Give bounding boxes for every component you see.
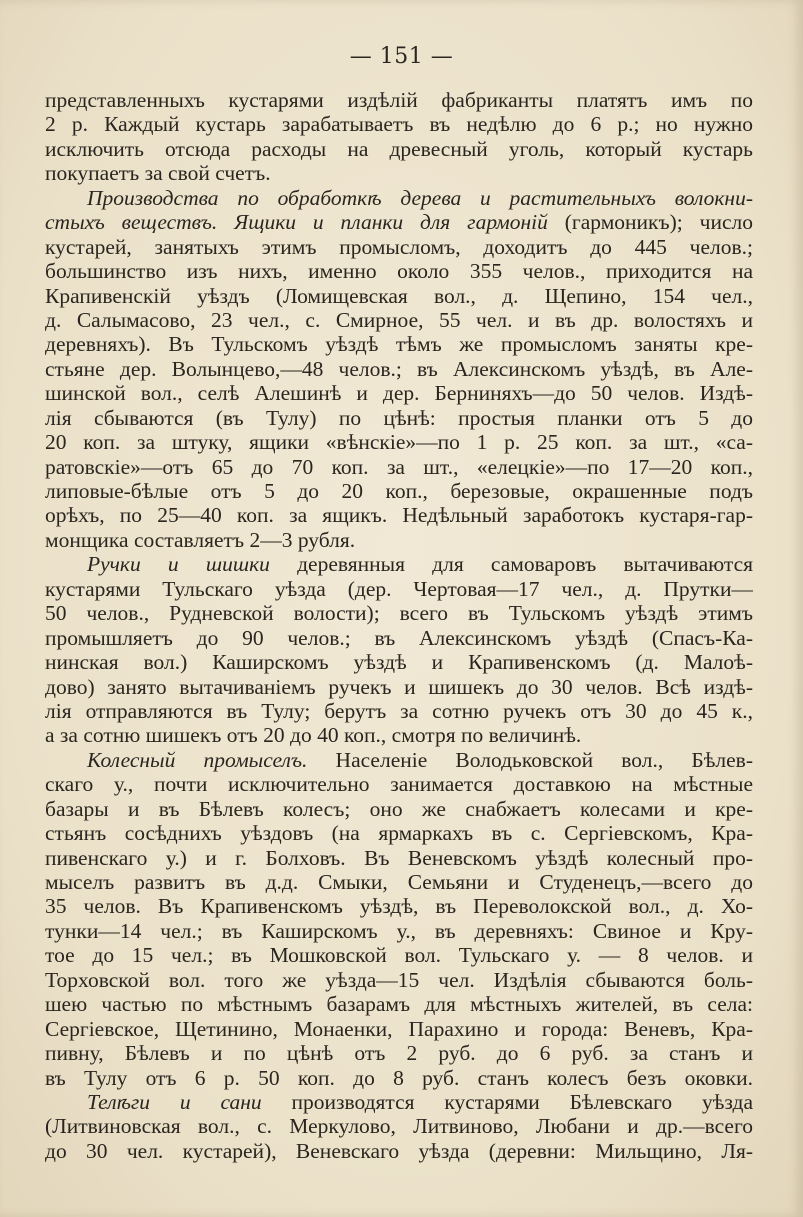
line-text: 35 челов. Въ Крапивенскомъ уѣздѣ, въ Переволокской вол., д. Хо- xyxy=(45,894,753,919)
text-line xyxy=(45,992,753,1016)
line-text: Крапивенскій уѣздъ (Ломищевская вол., д. Щепино, 154 чел., xyxy=(45,283,753,308)
text-line xyxy=(45,772,753,796)
text-line xyxy=(45,1017,753,1041)
text-line xyxy=(45,1041,753,1065)
text-line xyxy=(45,406,753,430)
line-text: скаго у., почти исключительно занимается доставкою на мѣстные xyxy=(45,772,753,797)
line-text: ратовскіе»—отъ 65 до 70 коп. за шт., «елецкіе»—по 17—20 коп., xyxy=(45,454,753,479)
line-text: покупаетъ за свой счетъ. xyxy=(45,161,271,186)
text-line xyxy=(45,650,753,674)
line-text: 20 коп. за штуку, ящики «вѣнскіе»—по 1 р. 25 коп. за шт., «са- xyxy=(45,430,753,455)
line-text: тое до 15 чел.; въ Мошковской вол. Тульскаго у. — 8 челов. и xyxy=(45,943,753,968)
page-number: — 151 — xyxy=(349,44,454,69)
text-line xyxy=(45,186,753,210)
text-line xyxy=(45,846,753,870)
text-line xyxy=(45,137,753,161)
text-line xyxy=(45,1114,753,1138)
italic-heading: стыхъ веществъ. Ящики и планки для гармоній xyxy=(45,210,548,235)
line-text: шею частью по мѣстнымъ базарамъ для мѣстныхъ жителей, въ села: xyxy=(45,992,753,1017)
text-line xyxy=(45,357,753,381)
line-text: монщика составляетъ 2—3 рубля. xyxy=(45,527,356,552)
line-text: Сергіевское, Щетинино, Монаенки, Парахино и города: Веневъ, Кра- xyxy=(45,1016,753,1041)
text-line xyxy=(45,1139,753,1163)
text-line xyxy=(45,88,753,112)
text-line xyxy=(45,112,753,136)
line-text: въ Тулу отъ 6 р. 50 коп. до 8 руб. станъ колесъ безъ оковки. xyxy=(45,1065,753,1090)
line-text: пивну, Бѣлевъ и по цѣнѣ отъ 2 руб. до 6 руб. за станъ и xyxy=(45,1041,753,1066)
line-text: деревняхъ). Въ Тульскомъ уѣздѣ тѣмъ же промысломъ заняты кре- xyxy=(45,332,753,357)
line-text: а за сотню шишекъ отъ 20 до 40 коп., смотря по величинѣ. xyxy=(45,723,582,748)
text-line xyxy=(45,797,753,821)
text-line xyxy=(45,284,753,308)
line-text: стьяне дер. Волынцево,—48 челов.; въ Алексинскомъ уѣздѣ, въ Але- xyxy=(45,356,753,381)
line-text: лія отправляются въ Тулу; берутъ за сотню ручекъ отъ 30 до 45 к., xyxy=(45,698,753,723)
line-text: промышляетъ до 90 челов.; въ Алексинскомъ уѣздѣ (Спасъ-Ка- xyxy=(45,625,753,650)
line-text: деревянныя для самоваровъ вытачиваются xyxy=(269,552,753,577)
text-line xyxy=(45,1066,753,1090)
text-line xyxy=(45,308,753,332)
italic-heading: Ручки и шишки xyxy=(87,552,270,577)
text-line xyxy=(45,259,753,283)
italic-heading: Телѣги и сани xyxy=(87,1089,262,1114)
text-line xyxy=(45,870,753,894)
line-text: большинство изъ нихъ, именно около 355 челов., приходится на xyxy=(45,259,753,284)
italic-heading: Колесный промыселъ. xyxy=(87,747,308,772)
text-line xyxy=(45,894,753,918)
text-line xyxy=(45,748,753,772)
line-text: 2 р. Каждый кустарь зарабатываетъ въ недѣлю до 6 р.; но нужно xyxy=(45,112,753,137)
line-text: представленныхъ кустарями издѣлій фабриканты платятъ имъ по xyxy=(45,88,753,112)
line-text: д. Салымасово, 23 чел., с. Смирное, 55 чел. и въ др. волостяхъ и xyxy=(45,307,753,332)
text-line xyxy=(45,919,753,943)
line-text: исключить отсюда расходы на древесный уголь, который кустарь xyxy=(45,136,753,161)
line-text: до 30 чел. кустарей), Веневскаго уѣзда (деревни: Мильщино, Ля- xyxy=(45,1138,753,1163)
line-text: производятся кустарями Бѣлевскаго уѣзда xyxy=(261,1089,753,1114)
text-line xyxy=(45,332,753,356)
line-text: пивенскаго у.) и г. Болховъ. Въ Веневскомъ уѣздѣ колесный про- xyxy=(45,845,753,870)
text-line xyxy=(45,601,753,625)
text-line xyxy=(45,430,753,454)
line-text: орѣхъ, по 25—40 коп. за ящикъ. Недѣльный заработокъ кустаря-гар- xyxy=(45,503,753,528)
page-text xyxy=(45,88,753,1163)
text-line xyxy=(45,699,753,723)
line-text: шинской вол., селѣ Алешинѣ и дер. Берниняхъ—до 50 челов. Издѣ- xyxy=(45,381,753,406)
line-text: липовые-бѣлые отъ 5 до 20 коп., березовые, окрашенные подъ xyxy=(45,479,753,503)
line-text: Торховской вол. того же уѣзда—15 чел. Издѣлія сбываются боль- xyxy=(45,967,753,992)
line-text: 50 челов., Рудневской волости); всего въ Тульскомъ уѣздѣ этимъ xyxy=(45,601,753,626)
text-line xyxy=(45,528,753,552)
text-line xyxy=(45,235,753,259)
text-line xyxy=(45,821,753,845)
text-line xyxy=(45,210,753,234)
text-line xyxy=(45,381,753,405)
text-line xyxy=(45,1090,753,1114)
line-text: лія сбываются (въ Тулу) по цѣнѣ: простыя планки отъ 5 до xyxy=(45,405,753,430)
text-line xyxy=(45,503,753,527)
line-text: дово) занято вытачиваніемъ ручекъ и шишекъ до 30 челов. Всѣ издѣ- xyxy=(45,674,753,699)
line-text: стьянъ сосѣднихъ уѣздовъ (на ярмаркахъ въ с. Сергіевскомъ, Кра- xyxy=(45,821,753,846)
text-line xyxy=(45,455,753,479)
line-text: (Литвиновская вол., с. Меркулово, Литвиново, Любани и др.—всего xyxy=(45,1114,753,1139)
text-line xyxy=(45,577,753,601)
italic-heading: Производства по обработкѣ дерева и растительныхъ волокни- xyxy=(87,185,753,210)
line-text: (гармоникъ); число xyxy=(547,210,753,235)
text-line xyxy=(45,968,753,992)
text-line xyxy=(45,161,753,185)
text-line xyxy=(45,626,753,650)
text-line xyxy=(45,943,753,967)
line-text: Населеніе Володьковской вол., Бѣлев- xyxy=(307,747,753,772)
line-text: базары и въ Бѣлевъ колесъ; оно же снабжаетъ колесами и кре- xyxy=(45,796,753,821)
line-text: нинская вол.) Каширскомъ уѣздѣ и Крапивенскомъ (д. Малоѣ- xyxy=(45,650,753,675)
text-line xyxy=(45,552,753,576)
line-text: мыселъ развитъ въ д.д. Смыки, Семьяни и Студенецъ,—всего до xyxy=(45,870,753,894)
line-text: кустарями Тульскаго уѣзда (дер. Чертовая—17 чел., д. Прутки— xyxy=(45,576,753,601)
text-line xyxy=(45,479,753,503)
line-text: кустарей, занятыхъ этимъ промысломъ, доходитъ до 445 челов.; xyxy=(45,234,753,259)
text-line xyxy=(45,675,753,699)
text-line xyxy=(45,723,753,747)
line-text: тунки—14 чел.; въ Каширскомъ у., въ деревняхъ: Свиное и Кру- xyxy=(45,918,753,943)
